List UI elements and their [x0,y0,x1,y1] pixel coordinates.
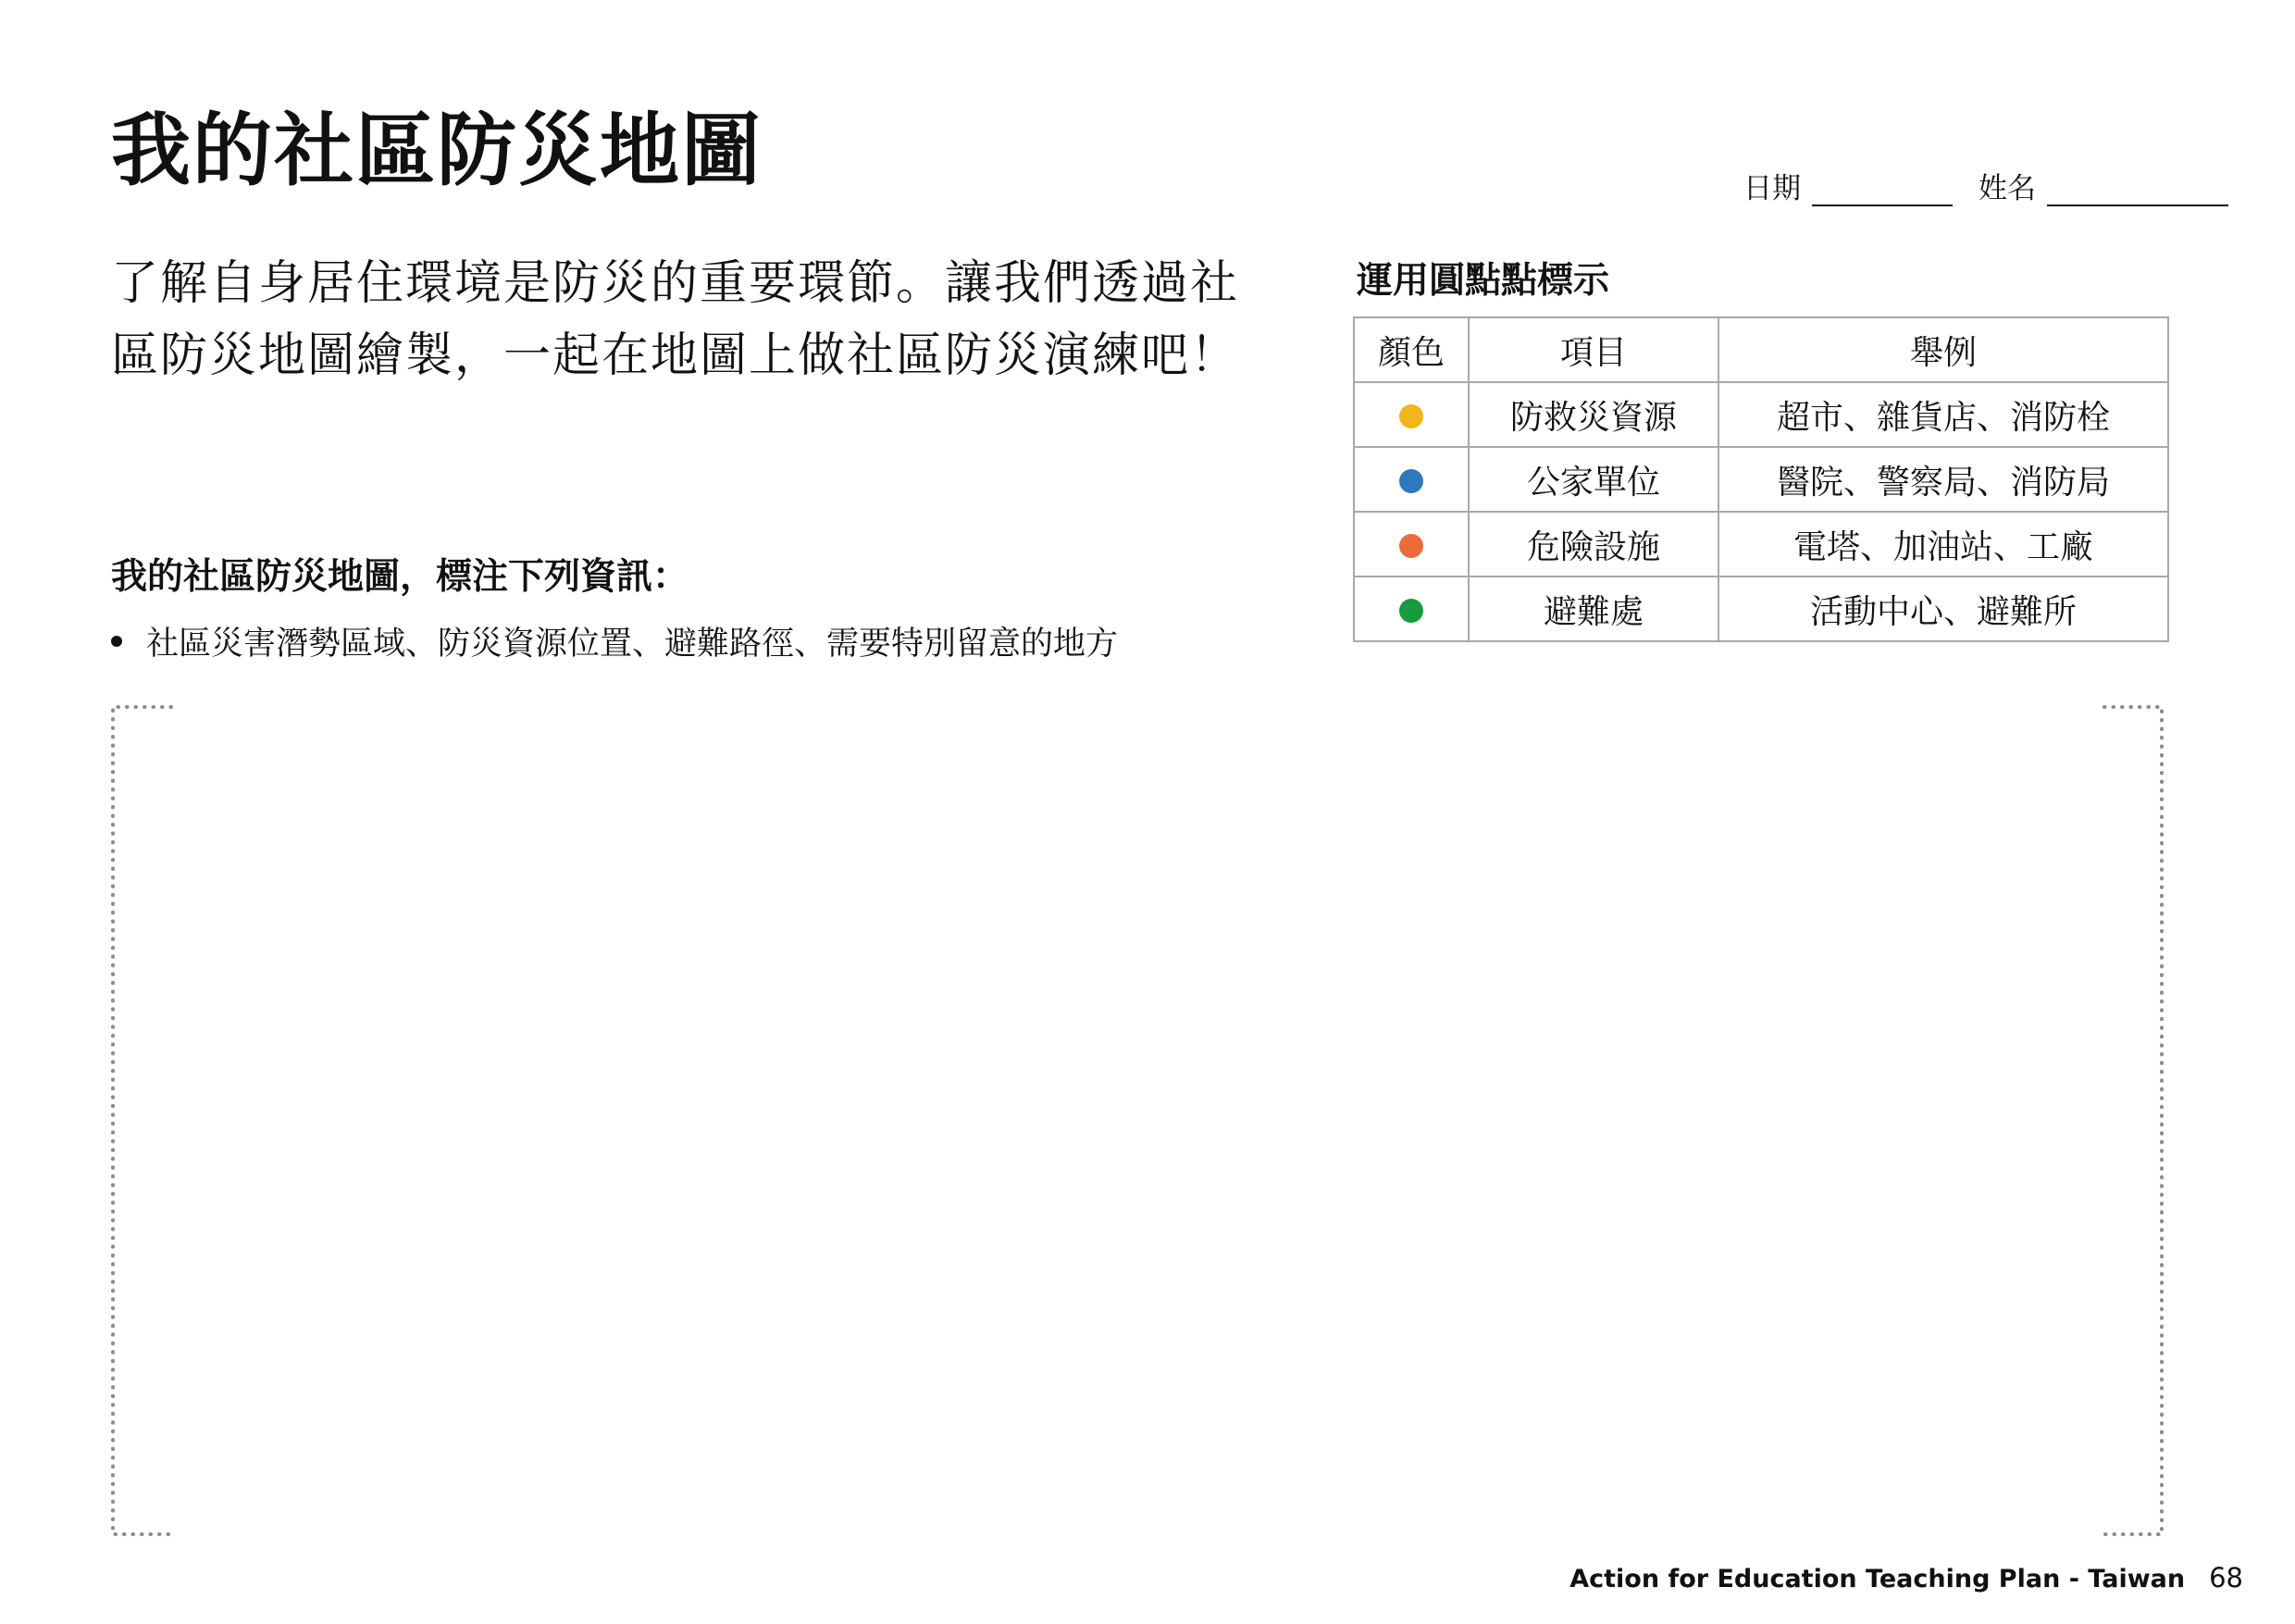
legend-header-examples: 舉例 [1718,317,2168,382]
legend-header-row [1354,317,2168,382]
dotted-frame [111,705,2164,1536]
legend-color-cell [1354,447,1469,512]
legend-header-item: 項目 [1469,317,1718,382]
legend-color-cell [1354,576,1469,641]
legend-color-cell [1354,512,1469,576]
name-label: 姓名 [1979,172,2036,205]
legend-item-cell: 防救災資源 [1469,382,1718,447]
legend-row [1354,576,2168,641]
yellow-dot-icon [1399,404,1423,428]
date-label: 日期 [1743,172,1801,205]
instructions-bullet [111,618,1118,664]
frame-left-bracket [113,707,171,1534]
name-field[interactable] [1979,165,2228,206]
legend-item-cell: 避難處 [1469,576,1718,641]
page-title: 我的社區防災地圖 [111,105,763,197]
legend-title: 運用圓點點標示 [1357,260,1610,302]
legend-color-cell [1354,382,1469,447]
legend-examples-cell: 醫院、警察局、消防局 [1718,447,2168,512]
footer-credit: Action for Education Teaching Plan - Taiwan [1569,1565,2186,1593]
bullet-icon [111,636,122,647]
orange-dot-icon [1399,534,1423,558]
legend-examples-cell: 電塔、加油站、工廠 [1718,512,2168,576]
name-blank-line[interactable] [2047,173,2228,206]
instructions-heading: 我的社區防災地圖，標注下列資訊： [111,556,689,598]
footer [1569,1562,2243,1593]
legend-row [1354,512,2168,576]
bullet-text: 社區災害潛勢區域、防災資源位置、避難路徑、需要特別留意的地方 [146,626,1119,663]
legend-table [1353,316,2169,642]
intro-paragraph: 了解自身居住環境是防災的重要環節。讓我們透過社區防災地圖繪製，一起在地圖上做社區防災演練吧！ [111,256,1240,383]
header-fields [1743,165,2228,206]
blue-dot-icon [1399,469,1423,493]
green-dot-icon [1399,599,1423,623]
legend-row [1354,382,2168,447]
legend-item-cell: 危險設施 [1469,512,1718,576]
map-drawing-area[interactable] [111,705,2164,1536]
legend-row [1354,447,2168,512]
legend-examples-cell: 活動中心、避難所 [1718,576,2168,641]
legend-item-cell: 公家單位 [1469,447,1718,512]
frame-right-bracket [2104,707,2162,1534]
date-blank-line[interactable] [1812,173,1953,206]
page-number: 68 [2209,1562,2243,1593]
date-field[interactable] [1743,165,1953,206]
legend-header-color: 顏色 [1354,317,1469,382]
legend-examples-cell: 超市、雜貨店、消防栓 [1718,382,2168,447]
